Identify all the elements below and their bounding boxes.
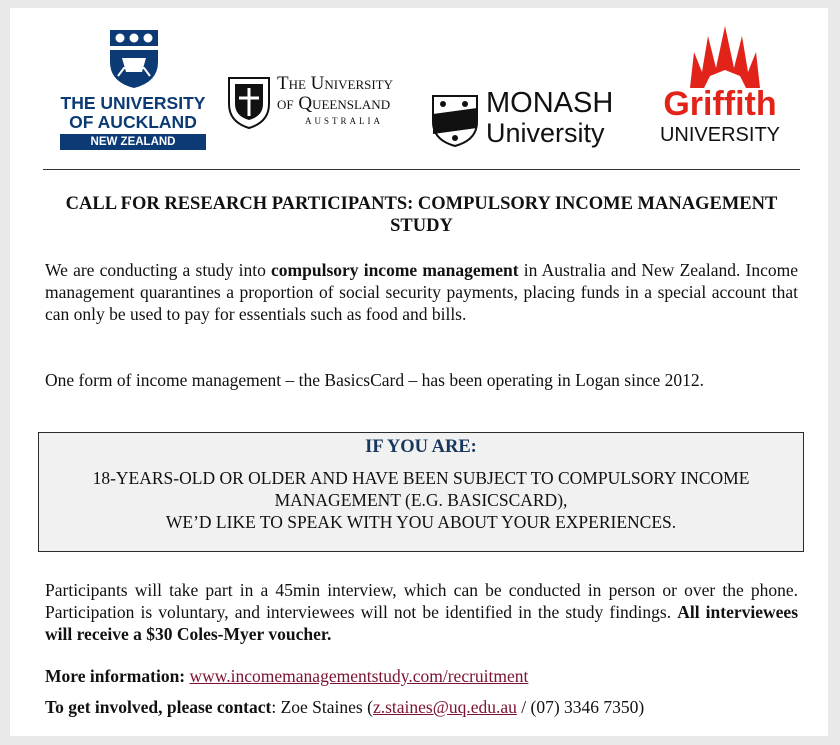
voucher-note: All interviewees will receive a $30 Coles-Myer voucher. [45, 602, 798, 644]
eligibility-callout [38, 432, 804, 552]
queensland-line2: of Queensland [277, 93, 391, 114]
queensland-crest-logo [227, 76, 271, 130]
monash-line1: MONASH [486, 87, 614, 119]
auckland-wordmark [60, 94, 206, 132]
contact-row [45, 697, 644, 718]
auckland-band: NEW ZEALAND [60, 134, 206, 150]
queensland-line1: The University [277, 73, 394, 94]
contact-email-link[interactable]: z.staines@uq.edu.au [372, 697, 517, 717]
divider-line [43, 169, 800, 170]
griffith-flame-logo [680, 22, 770, 92]
more-info-row [45, 666, 528, 687]
callout-title: IF YOU ARE: [365, 437, 477, 457]
contact-phone: / (07) 3346 7350) [516, 697, 645, 717]
basicscard-paragraph: One form of income management – the BasicsCard – has been operating in Logan since 2012. [45, 370, 704, 390]
contact-label: To get involved, please contact [45, 697, 272, 717]
intro-text-start: We are conducting a study into [45, 260, 272, 280]
callout-eligibility: 18-YEARS-OLD OR OLDER AND HAVE BEEN SUBJECT TO COMPULSORY INCOME MANAGEMENT (E.G. BASICSCARD), [92, 468, 750, 510]
intro-paragraph [45, 259, 798, 325]
more-info-label: More information: [45, 666, 190, 686]
logo-banner [10, 8, 828, 160]
callout-invitation: WE’D LIKE TO SPEAK WITH YOU ABOUT YOUR EXPERIENCES. [165, 512, 677, 532]
study-website-link[interactable]: www.incomemanagementstudy.com/recruitment [189, 666, 529, 686]
contact-name: : Zoe Staines ( [271, 697, 373, 717]
auckland-line2: OF AUCKLAND [69, 112, 197, 132]
auckland-line1: THE UNIVERSITY [60, 93, 206, 113]
participation-text: Participants will take part in a 45min interview, which can be conducted in person or over the phone. Participation is voluntary, and interviewees will not be identified in the study findings. [45, 580, 798, 622]
monash-crest-logo [431, 94, 479, 148]
queensland-wordmark [277, 74, 393, 128]
monash-line2: University [486, 118, 605, 148]
intro-text-end: in Australia and New Zealand. Income management quarantines a proportion of social security payments, placing funds in a special account that can only be used to pay for essentials such as food and bills. [45, 260, 798, 324]
griffith-subtitle: UNIVERSITY [659, 124, 781, 146]
monash-wordmark [486, 88, 613, 148]
intro-emphasis: compulsory income management [271, 260, 519, 280]
participation-paragraph [45, 579, 798, 645]
auckland-crest-logo [108, 28, 160, 90]
griffith-wordmark: Griffith [663, 85, 777, 123]
queensland-line3: AUSTRALIA [305, 116, 383, 126]
page-title: CALL FOR RESEARCH PARTICIPANTS: COMPULSORY INCOME MANAGEMENT STUDY [65, 194, 778, 236]
